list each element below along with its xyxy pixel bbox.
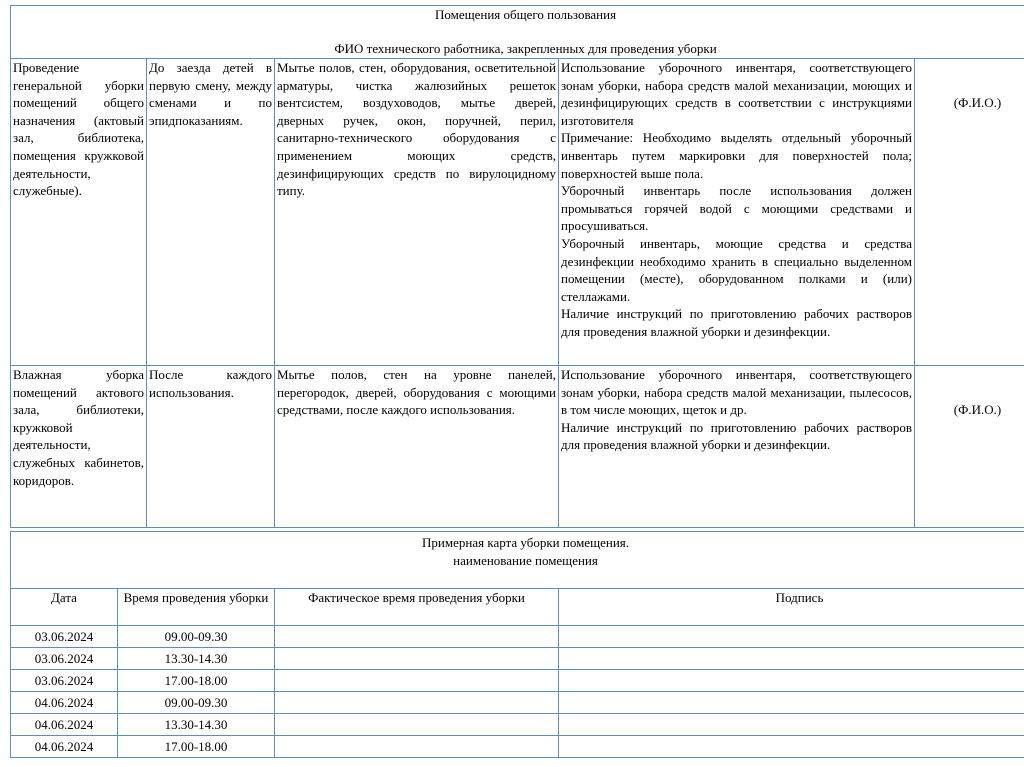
note: Примечание: Необходимо выделять отдельный уборочный инвентарь путем маркировки для поверхностей пола; поверхностей выше пола. [561, 130, 912, 181]
header-row [11, 6, 1024, 59]
header-title: Помещения общего пользования [434, 7, 617, 22]
entry-signature[interactable] [559, 736, 1024, 758]
entry-signature[interactable] [559, 692, 1024, 714]
header-subtitle: ФИО технического работника, закрепленных для проведения уборки [334, 41, 717, 56]
card-title-row [11, 532, 1024, 589]
cleaning-work: Мытье полов, стен на уровне панелей, перегородок, дверей, оборудования с моющими средствами, после каждого использования. [275, 366, 559, 528]
entry-actual-time[interactable] [275, 648, 559, 670]
cleaning-plan-table [10, 5, 1024, 528]
note: Использование уборочного инвентаря, соответствующего зонам уборки, набора средств малой механизации, моющих и дезинфицирующих средств в соответствии с инструкциями изготовителя [561, 60, 912, 128]
note: Наличие инструкций по приготовлению рабочих растворов для проведения влажной уборки и дезинфекции. [561, 419, 912, 453]
table-row [11, 366, 1024, 528]
card-header-row [11, 589, 1024, 626]
entry-actual-time[interactable] [275, 714, 559, 736]
card-title: Примерная карта уборки помещения. [422, 535, 630, 550]
entry-time: 13.30-14.30 [118, 714, 275, 736]
note: Уборочный инвентарь после использования должен промываться горячей водой с моющими средствами и просушиваться. [561, 183, 912, 234]
entry-actual-time[interactable] [275, 670, 559, 692]
column-header-planned-time: Время проведения уборки [118, 589, 275, 626]
cleaning-work: Мытье полов, стен, оборудования, осветительной арматуры, чистка жалюзийных решеток вентсистем, воздуховодов, мытье дверей, дверных ручек, окон, поручней, перил, санитарно-технического оборудования с применением моющих средств, дезинфицирующих средств по вирулоцидному типу. [275, 59, 559, 366]
entry-signature[interactable] [559, 670, 1024, 692]
note: Уборочный инвентарь, моющие средства и средства дезинфекции необходимо хранить в специально выделенном помещении (месте), оборудованном полками и (или) стеллажами. [561, 235, 912, 304]
entry-signature[interactable] [559, 714, 1024, 736]
column-header-signature: Подпись [559, 589, 1024, 626]
cleaning-notes [559, 59, 915, 366]
column-header-actual-time: Фактическое время проведения уборки [275, 589, 559, 626]
entry-actual-time[interactable] [275, 626, 559, 648]
cleaning-kind: Проведение генеральной уборки помещений общего назначения (актовый зал, библиотека, помещения кружковой деятельности, служебные). [11, 59, 147, 366]
entry-date: 04.06.2024 [11, 714, 118, 736]
header-cell [11, 6, 1024, 59]
cleaning-when: До заезда детей в первую смену, между сменами и по эпидпоказаниям. [147, 59, 275, 366]
table-row [11, 714, 1024, 736]
table-row [11, 648, 1024, 670]
table-row [11, 692, 1024, 714]
card-subtitle: наименование помещения [453, 552, 598, 568]
entry-date: 04.06.2024 [11, 736, 118, 758]
cleaning-notes [559, 366, 915, 528]
entry-time: 17.00-18.00 [118, 670, 275, 692]
entry-time: 09.00-09.30 [118, 626, 275, 648]
entry-actual-time[interactable] [275, 736, 559, 758]
cleaning-card-table [10, 531, 1024, 758]
column-header-date: Дата [11, 589, 118, 626]
cleaning-kind: Влажная уборка помещений актового зала, библиотеки, кружковой деятельности, служебных кабинетов, коридоров. [11, 366, 147, 528]
card-title-cell [11, 532, 1024, 589]
entry-signature[interactable] [559, 648, 1024, 670]
entry-date: 04.06.2024 [11, 692, 118, 714]
entry-time: 09.00-09.30 [118, 692, 275, 714]
note: Использование уборочного инвентаря, соответствующего зонам уборки, набора средств малой механизации, пылесосов, в том числе моющих, щеток и др. [561, 367, 912, 418]
note: Наличие инструкций по приготовлению рабочих растворов для проведения влажной уборки и дезинфекции. [561, 306, 912, 339]
cleaning-when: После каждого использования. [147, 366, 275, 528]
entry-time: 17.00-18.00 [118, 736, 275, 758]
entry-date: 03.06.2024 [11, 670, 118, 692]
table-row [11, 59, 1024, 366]
table-row [11, 670, 1024, 692]
entry-time: 13.30-14.30 [118, 648, 275, 670]
fio-placeholder: (Ф.И.О.) [915, 366, 1024, 528]
entry-date: 03.06.2024 [11, 648, 118, 670]
table-row [11, 626, 1024, 648]
entry-actual-time[interactable] [275, 692, 559, 714]
table-row [11, 736, 1024, 758]
fio-placeholder: (Ф.И.О.) [915, 59, 1024, 366]
entry-date: 03.06.2024 [11, 626, 118, 648]
entry-signature[interactable] [559, 626, 1024, 648]
